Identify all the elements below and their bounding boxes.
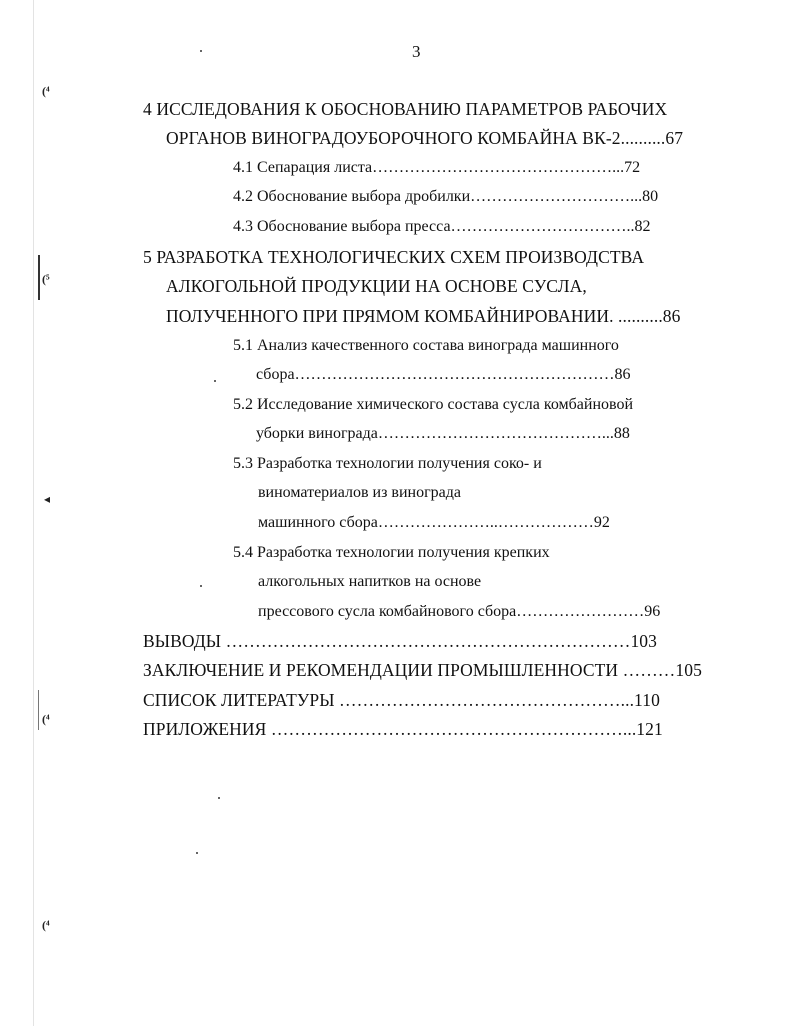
toc-chapter-5-line-2: АЛКОГОЛЬНОЙ ПРОДУКЦИИ НА ОСНОВЕ СУСЛА, — [166, 276, 587, 296]
toc-section-5-2-line-2: уборки винограда……………………………………...88 — [256, 425, 630, 442]
toc-chapter-5-line-3: ПОЛУЧЕННОГО ПРИ ПРЯМОМ КОМБАЙНИРОВАНИИ. ..........86 — [166, 306, 681, 326]
toc-recommendations: ЗАКЛЮЧЕНИЕ И РЕКОМЕНДАЦИИ ПРОМЫШЛЕННОСТИ ………105 — [143, 660, 702, 680]
toc-section-5-4-line-3: прессового сусла комбайнового сбора……………………96 — [258, 603, 661, 620]
toc-section-5-3-line-2: виноматериалов из винограда — [258, 484, 461, 501]
toc-section-5-1-line-2: сбора……………………………………………………86 — [256, 366, 631, 383]
toc-section-4-2: 4.2 Обоснование выбора дробилки…………………………...80 — [233, 188, 659, 205]
scan-speck — [214, 380, 216, 382]
toc-chapter-5-line-1: 5 РАЗРАБОТКА ТЕХНОЛОГИЧЕСКИХ СХЕМ ПРОИЗВОДСТВА — [143, 247, 645, 267]
toc-references: СПИСОК ЛИТЕРАТУРЫ …………………………………………...110 — [143, 690, 660, 710]
toc-section-5-4-line-1: 5.4 Разработка технологии получения крепких — [233, 544, 550, 561]
toc-appendices: ПРИЛОЖЕНИЯ ……………………………………………………...121 — [143, 719, 663, 739]
toc-section-5-4-line-2: алкогольных напитков на основе — [258, 573, 482, 590]
scan-speck — [200, 50, 202, 52]
scan-speck — [196, 852, 198, 854]
toc-section-5-2-line-1: 5.2 Исследование химического состава сусла комбайновой — [233, 396, 634, 413]
toc-chapter-4-line-2: ОРГАНОВ ВИНОГРАДОУБОРОЧНОГО КОМБАЙНА ВК-2..........67 — [166, 128, 684, 148]
binding-edge-line — [38, 255, 40, 300]
hole-punch-mark: ◂ — [44, 492, 51, 506]
toc-section-5-3-line-3: машинного сбора…………………..………………92 — [258, 514, 610, 531]
toc-section-4-3: 4.3 Обоснование выбора пресса……………………………..82 — [233, 218, 651, 235]
scan-speck — [200, 585, 202, 587]
binding-edge-line — [33, 0, 34, 1026]
binding-edge-line — [38, 690, 39, 730]
hole-punch-mark: (⁴ — [42, 712, 50, 726]
hole-punch-mark: (⁴ — [42, 918, 50, 932]
toc-section-5-3-line-1: 5.3 Разработка технологии получения соко- и — [233, 455, 542, 472]
hole-punch-mark: (⁵ — [42, 272, 50, 286]
toc-chapter-4-line-1: 4 ИССЛЕДОВАНИЯ К ОБОСНОВАНИЮ ПАРАМЕТРОВ РАБОЧИХ — [143, 99, 668, 119]
toc-conclusions: ВЫВОДЫ ……………………………………………………………103 — [143, 631, 657, 651]
scan-speck — [218, 797, 220, 799]
hole-punch-mark: (⁴ — [42, 84, 50, 98]
toc-section-4-1: 4.1 Сепарация листа………………………………………...72 — [233, 159, 641, 176]
toc-section-5-1-line-1: 5.1 Анализ качественного состава винограда машинного — [233, 337, 619, 354]
page-number: 3 — [412, 42, 421, 61]
